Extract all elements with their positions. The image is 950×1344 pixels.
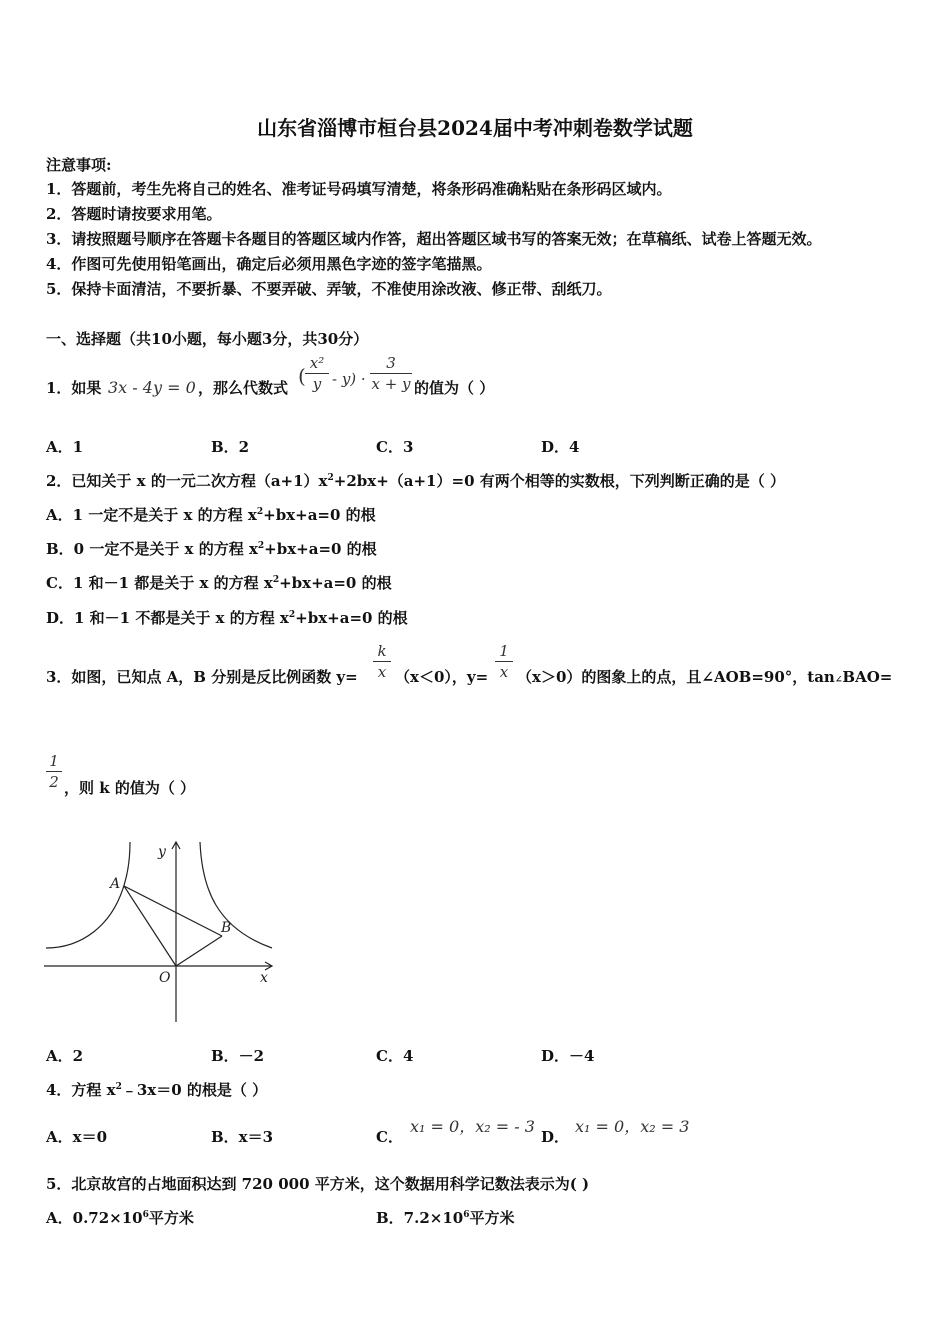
q2-option-c — [46, 572, 392, 593]
q2-option-a — [46, 504, 376, 525]
q3-part3 — [517, 666, 892, 687]
q3-angle-small: ∠ — [834, 675, 843, 685]
q3-fraction-k — [373, 642, 391, 681]
q1-frac2-den: x + y — [371, 375, 411, 393]
q3-frac3-den: 2 — [49, 773, 59, 791]
q2-opt-a-sup: 2 — [256, 507, 264, 517]
q1-fraction-2 — [370, 354, 412, 393]
q4-option-c: C． — [376, 1128, 403, 1146]
q2-opt-b-text: B．0 一定不是关于 x 的方程 x — [46, 540, 258, 558]
q2-opt-b-sup: 2 — [257, 541, 265, 551]
q1-fraction-1 — [305, 354, 329, 393]
q3-part3-text: （x＞0）的图象上的点，且∠AOB=90°，tan — [517, 668, 835, 686]
q2-option-d — [46, 607, 408, 628]
q1-equation: 3x - 4y = 0 — [108, 378, 196, 397]
q5-option-b — [376, 1207, 515, 1228]
q4-stem-b: ﹣3x＝0 的根是（ ） — [121, 1081, 268, 1099]
notice-item: 4．作图可先使用铅笔画出，确定后必须用黑色字迹的签字笔描黑。 — [46, 255, 492, 273]
label-o: O — [159, 970, 171, 986]
notice-item: 2．答题时请按要求用笔。 — [46, 205, 222, 223]
q2-stem-a: 2．已知关于 x 的一元二次方程（a+1）x — [46, 472, 328, 490]
q4-option-c-math: x₁ = 0，x₂ = - 3 — [410, 1117, 535, 1136]
q5-opt-a-sup: 6 — [142, 1210, 149, 1220]
q2-opt-b-tail: +bx+a=0 的根 — [264, 540, 377, 558]
curve-right-branch — [200, 842, 272, 948]
q3-part2: （x＜0），y= — [395, 668, 489, 686]
q1-option-c: C．3 — [376, 438, 414, 456]
q2-opt-c-sup: 2 — [272, 575, 280, 585]
q2-opt-d-tail: +bx+a=0 的根 — [295, 609, 408, 627]
q3-part5: ，则 k 的值为（ ） — [64, 779, 196, 797]
q5-opt-b-sup: 6 — [463, 1210, 470, 1220]
q5-option-a — [46, 1207, 194, 1228]
notice-heading: 注意事项: — [46, 156, 112, 174]
q3-frac2-num: 1 — [499, 642, 509, 660]
q1-prefix: 1．如果 — [46, 379, 102, 397]
q3-option-b: B．－2 — [211, 1047, 265, 1065]
segment-ob — [176, 936, 222, 966]
segment-ao — [124, 886, 176, 966]
q5-opt-b-tail: 平方米 — [469, 1209, 515, 1227]
q2-stem-sup: 2 — [327, 473, 334, 483]
q1-suffix: 的值为（ ） — [414, 379, 495, 397]
q5-opt-a-tail: 平方米 — [148, 1209, 194, 1227]
q4-option-d: D． — [541, 1128, 570, 1146]
notice-item: 3．请按照题号顺序在答题卡各题目的答题区域内作答，超出答题区域书写的答案无效；在草稿纸、试卷上答题无效。 — [46, 230, 822, 248]
q1-frac1-num: x² — [309, 354, 325, 372]
section-heading: 一、选择题（共10小题，每小题3分，共30分） — [46, 330, 369, 348]
label-b: B — [221, 920, 232, 936]
q3-part1: 3．如图，已知点 A，B 分别是反比例函数 y= — [46, 668, 358, 686]
q4-option-b: B．x＝3 — [211, 1128, 274, 1146]
q1-option-a: A．1 — [46, 438, 84, 456]
notice-item: 5．保持卡面清洁，不要折暴、不要弄破、弄皱，不准使用涂改液、修正带、刮纸刀。 — [46, 280, 612, 298]
q5-stem: 5．北京故宫的占地面积达到 720 000 平方米，这个数据用科学记数法表示为( ) — [46, 1175, 590, 1193]
q3-frac2-den: x — [499, 663, 509, 681]
q3-fraction-1x — [495, 642, 513, 681]
q3-frac1-den: x — [377, 663, 387, 681]
q1-frac2-num: 3 — [386, 354, 396, 372]
q4-stem-a: 4．方程 x — [46, 1081, 116, 1099]
q2-opt-a-tail: +bx+a=0 的根 — [263, 506, 376, 524]
page-title: 山东省淄博市桓台县2024届中考冲刺卷数学试题 — [257, 116, 693, 140]
q2-opt-d-sup: 2 — [288, 610, 296, 620]
q4-stem-sup: 2 — [115, 1082, 122, 1092]
q2-stem — [46, 470, 785, 491]
q2-opt-d-text: D．1 和－1 不都是关于 x 的方程 x — [46, 609, 289, 627]
q2-option-b — [46, 538, 377, 559]
q1-option-b: B．2 — [211, 438, 250, 456]
q4-option-a: A．x＝0 — [46, 1128, 108, 1146]
label-y: y — [158, 844, 166, 860]
q3-frac3-num: 1 — [49, 752, 59, 770]
label-a: A — [110, 876, 121, 892]
q3-option-a: A．2 — [46, 1047, 84, 1065]
q4-stem — [46, 1079, 267, 1100]
q3-frac1-num: k — [377, 642, 387, 660]
q5-opt-b-text: B．7.2×10 — [376, 1209, 464, 1227]
q3-figure — [44, 838, 276, 1026]
q1-frac1-den: y — [312, 375, 322, 393]
q1-expr-open: ( — [298, 364, 306, 388]
q1-option-d: D．4 — [541, 438, 580, 456]
q2-stem-b: +2bx+（a+1）=0 有两个相等的实数根，下列判断正确的是（ ） — [333, 472, 785, 490]
q3-part4: BAO= — [842, 668, 893, 686]
q1-expr-minus: - y) · — [332, 370, 366, 388]
q2-opt-c-text: C．1 和－1 都是关于 x 的方程 x — [46, 574, 273, 592]
q5-opt-a-text: A．0.72×10 — [46, 1209, 143, 1227]
q3-option-d: D．－4 — [541, 1047, 595, 1065]
segment-ab — [124, 886, 222, 936]
q2-opt-c-tail: +bx+a=0 的根 — [279, 574, 392, 592]
notice-item: 1．答题前，考生先将自己的姓名、准考证号码填写清楚，将条形码准确粘贴在条形码区域内。 — [46, 180, 672, 198]
q4-option-d-math: x₁ = 0，x₂ = 3 — [575, 1117, 690, 1136]
curve-left-branch — [46, 842, 130, 948]
label-x: x — [260, 970, 268, 986]
q3-option-c: C．4 — [376, 1047, 414, 1065]
q3-fraction-half — [46, 752, 62, 791]
q2-opt-a-text: A．1 一定不是关于 x 的方程 x — [46, 506, 257, 524]
q1-mid: ，那么代数式 — [198, 379, 289, 397]
